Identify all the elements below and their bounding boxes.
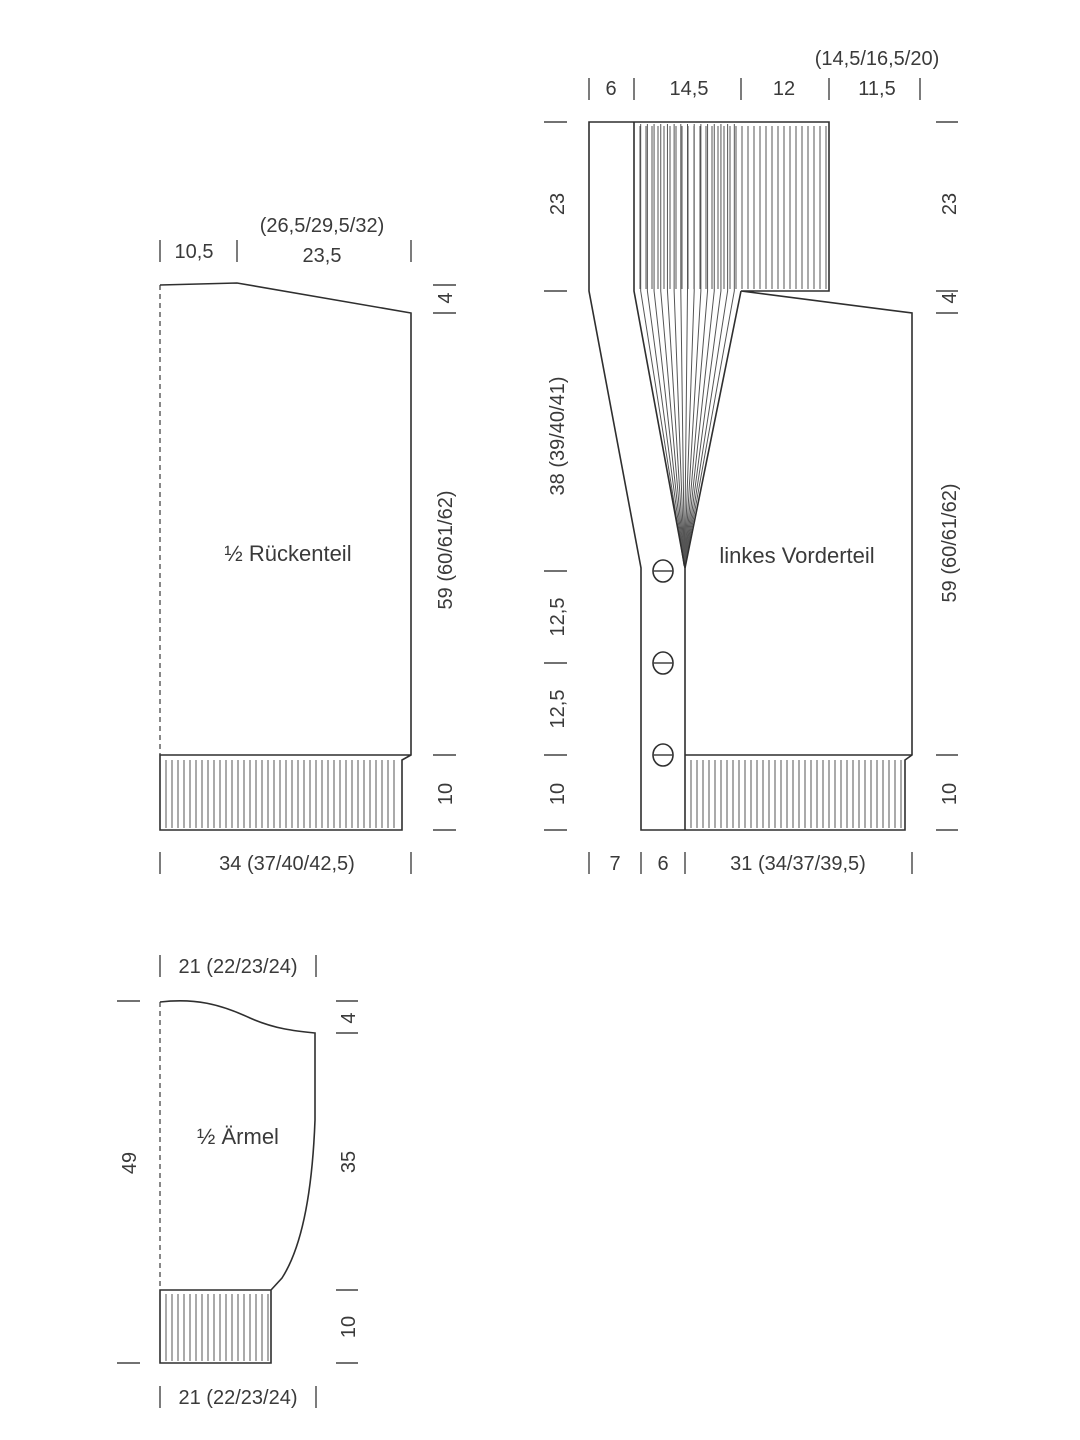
sleeve-top-dim: 21 (22/23/24) <box>178 956 298 978</box>
front-right-rib-dim: 10 <box>939 782 961 806</box>
button-icon <box>653 652 673 674</box>
front-left-collar-dim: 23 <box>547 192 569 216</box>
back-right-rib-dim: 10 <box>435 782 457 806</box>
front-bottom-dim-1: 7 <box>609 853 621 875</box>
sleeve-right-rib-dim: 10 <box>338 1315 360 1339</box>
front-right-shoulder-dim: 4 <box>939 292 961 304</box>
front-right-collar-dim: 23 <box>939 192 961 216</box>
sleeve-ribbing <box>166 1294 268 1361</box>
front-neck-line <box>685 291 741 568</box>
front-left-neck-dim: 38 (39/40/41) <box>547 376 569 496</box>
button-icon <box>653 560 673 582</box>
front-top-dim-2: 14,5 <box>669 78 709 100</box>
front-right-body-dim: 59 (60/61/62) <box>939 483 961 603</box>
sleeve-label: ½ Ärmel <box>197 1124 279 1149</box>
front-outline <box>589 122 912 830</box>
sleeve-right-cap-dim: 4 <box>338 1012 360 1024</box>
back-top-right-alt-dim: (26,5/29,5/32) <box>259 215 385 237</box>
sleeve-bottom-dim: 21 (22/23/24) <box>178 1387 298 1409</box>
back-right-shoulder-dim: 4 <box>435 292 457 304</box>
rib-stroke <box>685 124 695 566</box>
back-ribbing <box>166 760 394 828</box>
front-left-btn1-dim: 12,5 <box>547 597 569 637</box>
back-right-body-dim: 59 (60/61/62) <box>435 490 457 610</box>
front-top-dim-1: 6 <box>605 78 617 100</box>
front-label: linkes Vorderteil <box>719 543 875 568</box>
front-bottom-dim-2: 6 <box>657 853 669 875</box>
back-bottom-dim: 34 (37/40/42,5) <box>219 853 355 875</box>
front-neck-ribbing <box>641 124 735 566</box>
front-left-btn2-dim: 12,5 <box>547 689 569 729</box>
back-label: ½ Rückenteil <box>224 541 352 566</box>
front-bottom-dim-3: 31 (34/37/39,5) <box>730 853 866 875</box>
front-top-dim-4: 11,5 <box>858 78 896 100</box>
sleeve-left-dim: 49 <box>119 1151 141 1175</box>
rib-stroke <box>681 124 685 566</box>
front-piece <box>544 48 961 875</box>
back-top-right-dim: 23,5 <box>302 245 342 267</box>
back-top-left-dim: 10,5 <box>174 241 214 263</box>
front-top-dim-4-alt: (14,5/16,5/20) <box>814 48 940 70</box>
rib-stroke <box>654 124 684 566</box>
sleeve-piece <box>117 955 360 1409</box>
sleeve-right-body-dim: 35 <box>338 1150 360 1174</box>
front-left-rib-dim: 10 <box>547 782 569 806</box>
button-icon <box>653 744 673 766</box>
front-ribbing <box>691 760 901 828</box>
front-top-dim-3: 12 <box>772 78 796 100</box>
back-piece <box>160 215 457 875</box>
